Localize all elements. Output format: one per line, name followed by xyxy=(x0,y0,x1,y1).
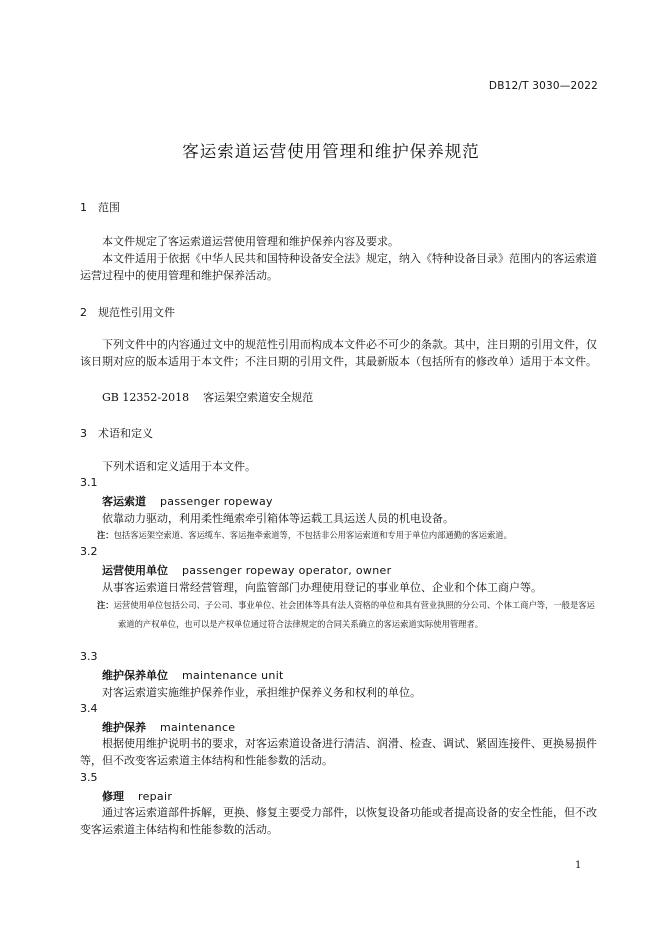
term-name xyxy=(102,667,284,683)
term-chinese: 修理 xyxy=(102,790,124,803)
term-definition: 依靠动力驱动，利用柔性绳索牵引箱体等运载工具运送人员的机电设备。 xyxy=(102,512,454,525)
section-heading-scope xyxy=(80,199,120,215)
section-number: 1 xyxy=(80,201,87,214)
reference-entry xyxy=(102,389,313,405)
term-chinese: 维护保养 xyxy=(102,721,146,734)
note-label: 注： xyxy=(97,530,114,540)
term-english: passenger ropeway operator, owner xyxy=(182,564,392,577)
term-english: maintenance xyxy=(160,721,236,734)
document-code: DB12/T 3030—2022 xyxy=(488,80,598,92)
term-definition: 从事客运索道日常经营管理，向监管部门办理使用登记的事业单位、企业和个体工商户等。 xyxy=(102,581,542,594)
section-number: 3 xyxy=(80,427,87,440)
term-definition: 根据使用维护说明书的要求，对客运索道设备进行清洁、润滑、检查、调试、紧固连接件、更换易损件等，但不改变客运索道主体结构和性能参数的活动。 xyxy=(80,737,597,767)
section-title: 范围 xyxy=(98,201,120,214)
note-label: 注： xyxy=(97,600,114,610)
term-number: 3.5 xyxy=(80,771,98,784)
paragraph: 本文件规定了客运索道运营使用管理和维护保养内容及要求。 xyxy=(102,235,399,248)
term-note xyxy=(97,526,607,545)
term-english: maintenance unit xyxy=(182,669,284,682)
term-name xyxy=(102,562,391,578)
section-number: 2 xyxy=(80,306,87,319)
section-heading-normative-references xyxy=(80,304,175,320)
term-chinese: 维护保养单位 xyxy=(102,669,168,682)
term-definition: 通过客运索道部件拆解，更换、修复主要受力部件，以恢复设备功能或者提高设备的安全性能，但不改变客运索道主体结构和性能参数的活动。 xyxy=(80,806,597,836)
term-number: 3.3 xyxy=(80,650,98,663)
section-heading-terms-definitions xyxy=(80,425,153,441)
term-note xyxy=(97,596,599,633)
term-name xyxy=(102,719,235,735)
section-title: 术语和定义 xyxy=(98,427,153,440)
term-english: repair xyxy=(138,790,173,803)
term-chinese: 客运索道 xyxy=(102,495,146,508)
term-number: 3.2 xyxy=(80,545,98,558)
document-title: 客运索道运营使用管理和维护保养规范 xyxy=(182,142,480,161)
term-number: 3.1 xyxy=(80,476,98,489)
reference-standard-name: 客运架空索道安全规范 xyxy=(203,391,314,404)
note-text: 包括客运架空索道、客运缆车、客运拖牵索道等，不包括非公用客运索道和专用于单位内部通勤的客运索道。 xyxy=(113,530,512,540)
term-chinese: 运营使用单位 xyxy=(102,564,168,577)
section-intro: 下列术语和定义适用于本文件。 xyxy=(102,460,256,473)
term-definition: 对客运索道实施维护保养作业，承担维护保养义务和权利的单位。 xyxy=(102,686,421,699)
term-english: passenger ropeway xyxy=(160,495,273,508)
term-number: 3.4 xyxy=(80,702,98,715)
section-title: 规范性引用文件 xyxy=(98,306,175,319)
term-name xyxy=(102,493,273,509)
paragraph: 下列文件中的内容通过文中的规范性引用而构成本文件必不可少的条款。其中，注日期的引用文件，仅该日期对应的版本适用于本文件；不注日期的引用文件，其最新版本（包括所有的修改单）适用于本文件。 xyxy=(80,338,597,368)
term-name xyxy=(102,788,172,804)
paragraph: 本文件适用于依据《中华人民共和国特种设备安全法》规定，纳入《特种设备目录》范围内的客运索道运营过程中的使用管理和维护保养活动。 xyxy=(80,252,597,282)
page-number: 1 xyxy=(575,860,582,871)
note-text: 运营使用单位包括公司、子公司、事业单位、社会团体等具有法人资格的单位和具有营业执照的分公司、个体工商户等，一般是客运索道的产权单位，也可以是产权单位通过符合法律规定的合同关系确立的客运索道实际使用管理者。 xyxy=(113,600,595,629)
reference-standard-number: GB 12352-2018 xyxy=(102,391,190,404)
